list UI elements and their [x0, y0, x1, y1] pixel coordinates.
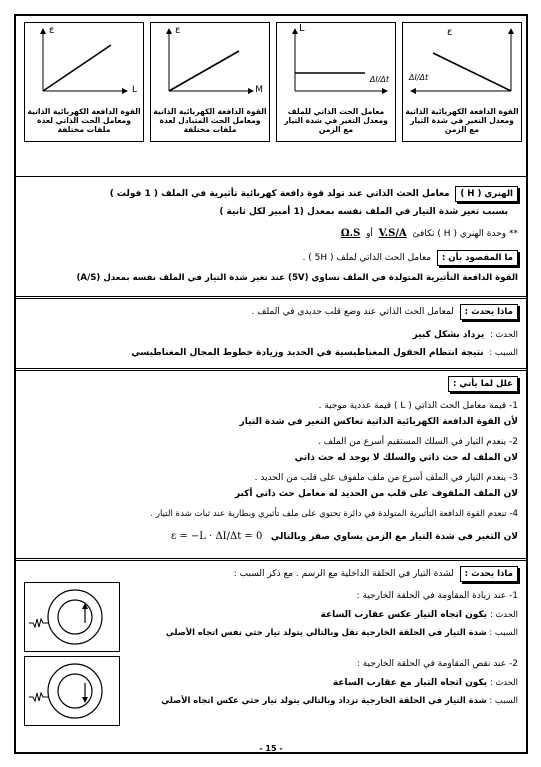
what2-question	[234, 566, 518, 582]
meaning-question	[303, 250, 518, 266]
why-q2: 2- ينعدم التيار في السلك المستقيم أسرع من الملف .	[317, 437, 518, 447]
henry-units	[341, 227, 518, 241]
graph-emf-vs-rate	[402, 22, 522, 142]
henry-label: الهنري ( H )	[455, 186, 518, 202]
meaning-answer: القوة الدافعة التأثيرية المتولدة في الملف تساوي (5V) عند تغير شدة التيار في الملف نفسه بمعدل (A/S)	[76, 273, 518, 283]
ring-diagram-2	[24, 656, 120, 726]
reason-label: السبب :	[489, 347, 518, 357]
graph-caption: معامل الحث الذاتي للملف ومعدل التغير في شدة التيار مع الزمن	[284, 107, 388, 135]
event-label: الحدث :	[489, 329, 518, 339]
page-number: - 15 -	[259, 744, 283, 753]
graph-caption: القوة الدافعة الكهربائية الذاتية ومعامل الحث الذاتي لعدة ملفات مختلفة	[27, 107, 141, 135]
unit-vsa: V.S/A	[378, 228, 407, 239]
henry-definition: معامل الحث الذاتي عند تولد قوة دافعة كهربائية تأثيرية في الملف ( 1 فولت )	[109, 189, 450, 199]
case2-reason: السبب : شدة التيار في الحلقة الخارجية تزداد وبالتالي يتولد تيار حثي عكس اتجاه الأصلي	[161, 695, 518, 705]
divider	[16, 176, 526, 177]
henry-definition-line2: بسبب تغير شدة التيار في الملف نفسه بمعدل (1 أمبير لكل ثانية )	[219, 207, 508, 217]
henry-definition-line1	[110, 186, 518, 202]
divider	[16, 368, 526, 371]
why-a2: لان الملف له حث ذاتي والسلك لا يوجد له حث ذاتي	[294, 453, 518, 463]
ring-drawing	[25, 583, 119, 651]
what1-question	[251, 304, 518, 320]
why-a4: لان التغير في شدة التيار مع الزمن يساوي صفر وبالتالي ε = −L · ΔI/Δt = 0	[170, 531, 518, 542]
case2-title: 2- عند نقص المقاومة في الحلقة الخارجية :	[356, 659, 518, 669]
case1-title: 1- عند زيادة المقاومة في الحلقة الخارجية :	[356, 591, 518, 601]
y-axis-label: ε	[49, 25, 55, 36]
graph-inductance-vs-rate	[276, 22, 396, 142]
case1-event: الحدث : يكون اتجاه التيار عكس عقارب الساعة	[320, 609, 518, 620]
why-q3: 3- ينعدم التيار في الملف أسرع من ملف ملفوف على قلب من الحديد .	[254, 473, 518, 483]
divider	[16, 296, 526, 299]
graph-plot	[403, 23, 521, 107]
ring-diagram-1	[24, 582, 120, 652]
x-axis-label: ΔI/Δt	[409, 73, 429, 82]
meaning-label: ما المقصود بأن :	[437, 250, 518, 266]
case1-reason: السبب : شدة التيار في الحلقة الخارجية تقل وبالتالي يتولد تيار حثي نفس اتجاه الأصلي	[165, 627, 518, 637]
y-axis-label: ε	[175, 25, 181, 36]
what1-event	[413, 328, 518, 342]
what1-label: ماذا يحدث :	[460, 304, 518, 320]
what2-label: ماذا يحدث :	[460, 566, 518, 582]
why-a3: لان الملف الملفوف على قلب من الحديد له معامل حث ذاتي أكبر	[234, 489, 518, 499]
graph-caption: القوة الدافعة الكهربائية الذاتية ومعدل التغير في شدة التيار مع الزمن	[405, 107, 519, 135]
graph-caption: القوة الدافعة الكهربائية الذاتية ومعامل الحث المتبادل لعدة ملفات مختلفة	[153, 107, 267, 135]
why-label: علل لما يأتي :	[448, 376, 518, 392]
units-prefix: ** وحدة الهنري ( H ) تكافئ	[412, 229, 518, 239]
why-a1: لأن القوة الدافعة الكهربائية الذاتية تعاكس التغير في شدة التيار	[239, 417, 518, 427]
page-frame	[14, 14, 528, 754]
what2-text: لشدة التيار في الحلقة الداخلية مع الرسم . مع ذكر السبب :	[233, 569, 454, 579]
event-text: يزداد بشكل كبير	[412, 330, 485, 340]
graph-plot	[151, 23, 269, 107]
unit-ohm-s: Ω.S	[340, 228, 361, 239]
reason-text: نتيجة انتظام الحقول المغناطيسية في الحديد وزيادة خطوط المجال المغناطيسي	[131, 348, 484, 358]
ring-drawing	[25, 657, 119, 725]
graph-plot	[277, 23, 395, 107]
graphs-row	[16, 20, 526, 146]
what1-reason	[131, 346, 518, 360]
why-header	[448, 376, 518, 392]
x-axis-label: M	[255, 85, 263, 95]
x-axis-label: ΔI/Δt	[369, 75, 389, 84]
graph-emf-vs-inductance	[24, 22, 144, 142]
emf-equation: ε = −L · ΔI/Δt = 0	[170, 531, 263, 542]
x-axis-label: L	[131, 85, 137, 95]
graph-plot	[25, 23, 143, 107]
y-axis-label: L	[299, 23, 305, 34]
why-q4: 4- تنعدم القوة الدافعة التأثيرية المتولدة في دائرة تحتوي على ملف تأثيري وبطارية عند ثبات شدة التيار .	[150, 509, 518, 519]
units-or: أو	[366, 229, 373, 239]
case2-event: الحدث : يكون اتجاه التيار مع عقارب الساعة	[332, 677, 518, 688]
y-axis-label: ε	[447, 27, 453, 38]
meaning-statement: معامل الحث الذاتي لملف ( 5H ) .	[302, 253, 432, 263]
graph-emf-vs-mutual	[150, 22, 270, 142]
what1-text: لمعامل الحث الذاتي عند وضع قلب حديدي في الملف .	[251, 307, 454, 317]
why-q1: 1- قيمة معامل الحث الذاتي ( L ) قيمة عددية موجبة .	[318, 401, 518, 411]
divider	[16, 558, 526, 561]
